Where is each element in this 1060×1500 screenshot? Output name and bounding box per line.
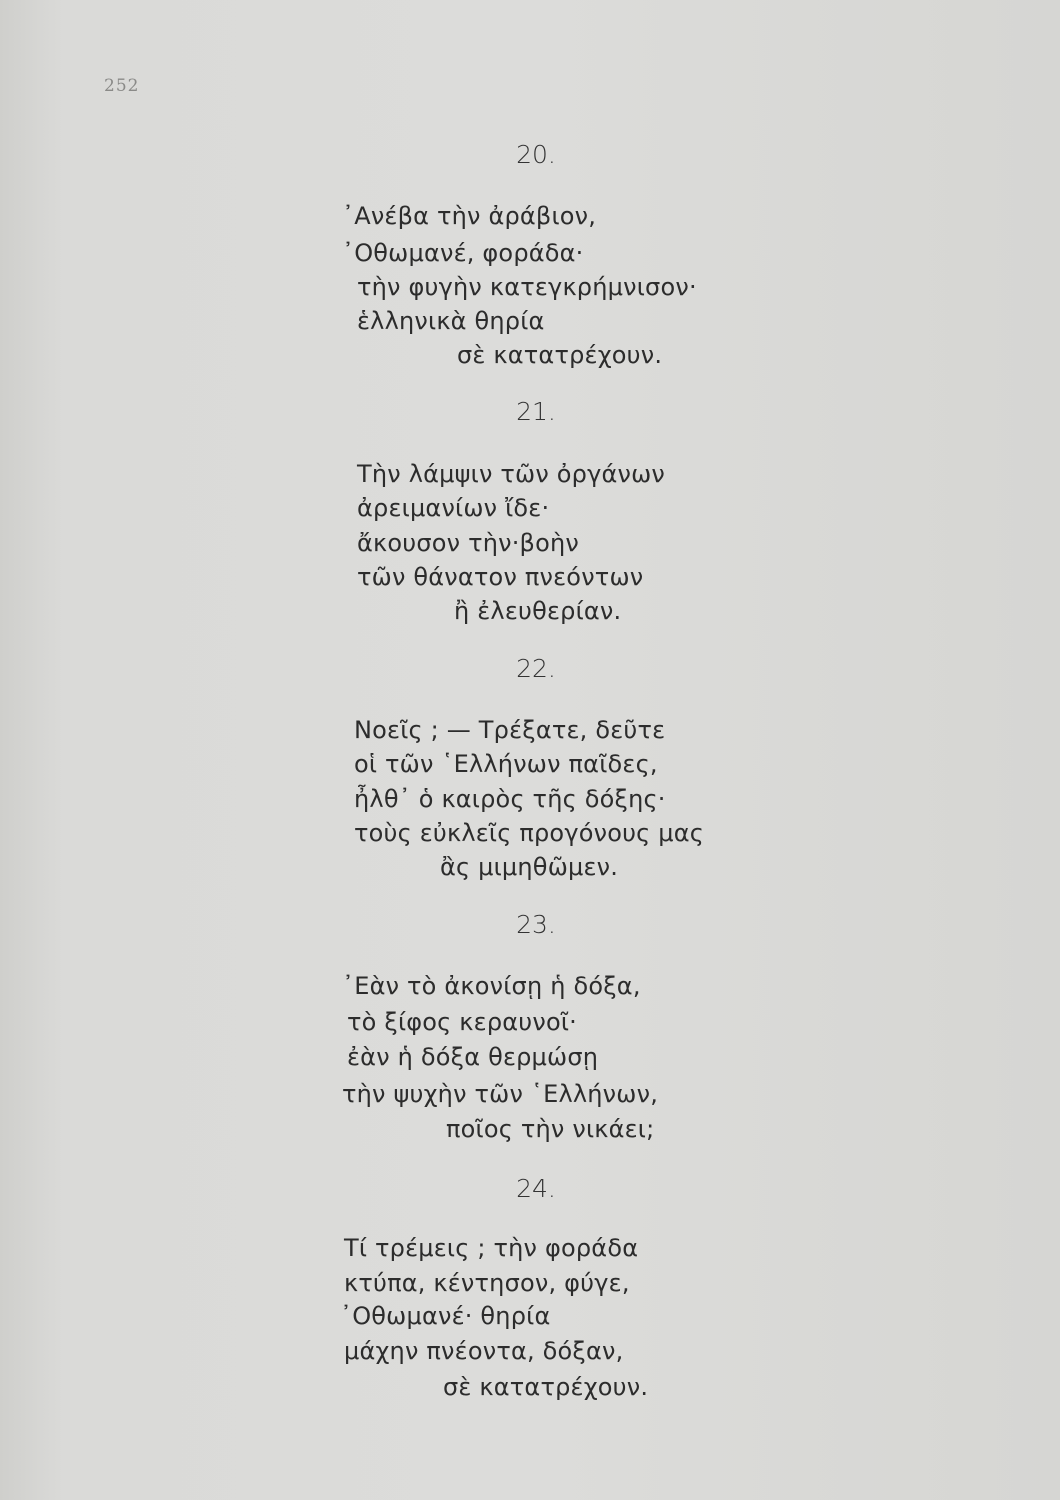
stanza-20-line-1: ᾿Ανέβα τὴν ἀράβιον,	[342, 202, 597, 230]
stanza-23-line-1: ᾿Εὰν τὸ ἀκονίσῃ ἡ δόξα,	[342, 972, 641, 1000]
stanza-24-line-3: ᾿Οθωμανέ· θηρία	[340, 1302, 551, 1330]
stanza-23-line-4: τὴν ψυχὴν τῶν ῾Ελλήνων,	[342, 1080, 659, 1108]
page-number: 252	[104, 76, 140, 96]
stanza-24-line-4: μάχην πνέοντα, δόξαν,	[344, 1337, 624, 1365]
stanza-20-line-4: ἑλληνικὰ θηρία	[357, 307, 545, 335]
stanza-number-20: 20.	[516, 140, 556, 169]
stanza-21-line-2: ἀρειμανίων ἴδε·	[357, 494, 550, 522]
stanza-number-22: 22.	[516, 654, 556, 683]
stanza-23-line-3: ἐὰν ἡ δόξα θερμώσῃ	[347, 1043, 599, 1071]
stanza-22-line-1: Νοεῖς ; — Τρέξατε, δεῦτε	[354, 716, 666, 744]
stanza-23-line-2: τὸ ξίφος κεραυνοῖ·	[347, 1008, 577, 1036]
stanza-21-line-3: ἄκουσον τὴν·βοὴν	[357, 529, 579, 557]
stanza-24-line-5: σὲ κατατρέχουν.	[443, 1373, 649, 1401]
stanza-21-line-4: τῶν θάνατον πνεόντων	[357, 563, 644, 591]
stanza-21-line-1: Τὴν λάμψιν τῶν ὀργάνων	[357, 460, 666, 488]
stanza-21-line-5: ἢ ἐλευθερίαν.	[454, 597, 622, 625]
stanza-22-line-3: ἦλθ᾿ ὁ καιρὸς τῆς δόξης·	[354, 785, 666, 813]
stanza-20-line-5: σὲ κατατρέχουν.	[457, 341, 663, 369]
stanza-24-line-1: Τί τρέμεις ; τὴν φοράδα	[344, 1234, 639, 1262]
stanza-20-line-3: τὴν φυγὴν κατεγκρήμνισον·	[357, 273, 697, 301]
stanza-24-line-2: κτύπα, κέντησον, φύγε,	[344, 1269, 630, 1297]
stanza-number-24: 24.	[516, 1174, 556, 1203]
stanza-20-line-2: ᾿Οθωμανέ, φοράδα·	[342, 239, 584, 267]
stanza-number-21: 21.	[516, 397, 556, 426]
stanza-number-23: 23.	[516, 910, 556, 939]
stanza-22-line-4: τοὺς εὐκλεῖς προγόνους μας	[354, 819, 705, 847]
stanza-22-line-2: οἱ τῶν ῾Ελλήνων παῖδες,	[354, 750, 658, 778]
stanza-23-line-5: ποῖος τὴν νικάει;	[446, 1115, 655, 1143]
stanza-22-line-5: ἂς μιμηθῶμεν.	[440, 853, 619, 881]
